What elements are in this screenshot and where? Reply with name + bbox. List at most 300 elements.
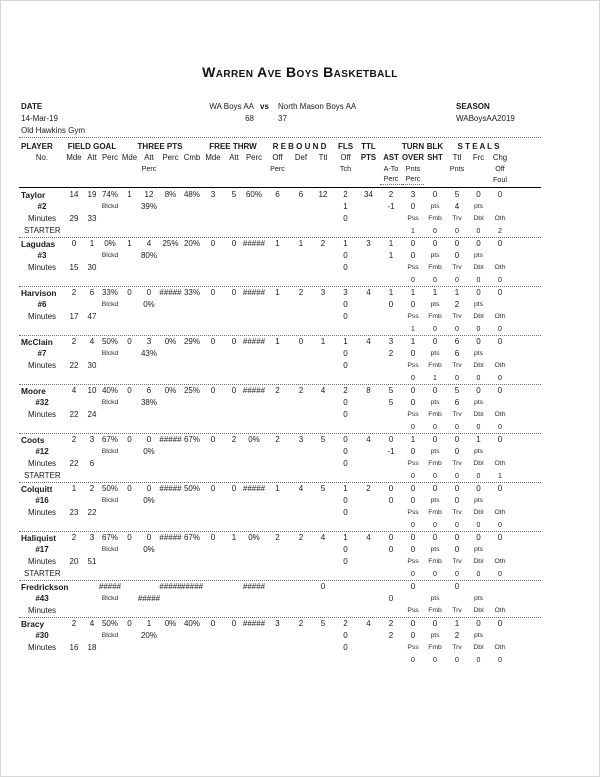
to-col-label-dbl: Dbl — [473, 459, 484, 467]
stat-off — [265, 581, 290, 593]
stat-to-trv: 0 — [455, 374, 459, 382]
stat-cmb: ##### — [180, 582, 204, 591]
stat-pts: 2 — [366, 484, 371, 493]
stat-tpm: 0 — [127, 533, 132, 542]
player-block — [19, 238, 541, 286]
to-col-label-dbl: Dbl — [473, 557, 484, 565]
header-sub-over: OVER — [401, 152, 425, 162]
stat-to-pss: 0 — [411, 423, 415, 431]
header-sub-cmb: Cmb — [183, 152, 201, 162]
stat-fls-perc — [334, 605, 357, 617]
stat-to: 0 — [410, 619, 416, 628]
stat-to-dbl: 0 — [476, 570, 481, 578]
to-col-label-trv: Trv — [452, 557, 462, 565]
stat-ftm: 0 — [210, 288, 216, 297]
stat-fls-perc: 0 — [343, 643, 348, 652]
to-col-label-oth: Oth — [494, 361, 506, 369]
to-col-label-oth: Oth — [494, 263, 506, 271]
stat-off: 1 — [275, 484, 280, 493]
stat-fls-tch: 0 — [343, 631, 348, 640]
stat-ttl: 5 — [320, 435, 326, 444]
stat-ttl: 3 — [320, 288, 326, 297]
stat-to-dbl: 0 — [476, 521, 481, 529]
stat-ttl: 1 — [320, 337, 326, 346]
stat-fls-tch: 0 — [343, 300, 348, 309]
minutes-label: Minutes — [28, 606, 57, 615]
to-col-label-oth: Oth — [494, 214, 506, 222]
to-col-label-trv: Trv — [452, 312, 462, 320]
stat-chg: 0 — [497, 337, 503, 346]
header-ttl: TTL — [361, 141, 376, 151]
stat-def: 4 — [298, 484, 304, 493]
to-col-label-pss: Pss — [407, 263, 419, 271]
stats-header — [19, 141, 541, 185]
stat-fls1: 1 — [343, 239, 348, 248]
player-block — [19, 483, 541, 531]
stat-ast: 5 — [388, 386, 394, 395]
stat-ast: 1 — [388, 239, 394, 248]
stat-fls1: 1 — [343, 337, 348, 346]
player-name: Colquitt — [21, 483, 53, 494]
to-col-label-pss: Pss — [407, 643, 419, 651]
stat-chg: 0 — [497, 386, 503, 395]
pts-label: pts — [473, 631, 484, 639]
header-sub-off: Off — [340, 152, 351, 162]
stat-to-fmb: 0 — [433, 521, 437, 529]
stat-to-trv: 0 — [455, 325, 459, 333]
player-block — [19, 385, 541, 433]
stat-to-pnts: 0 — [410, 631, 416, 640]
to-col-label-pss: Pss — [407, 410, 419, 418]
to-col-label-pss: Pss — [407, 459, 419, 467]
stat-min1: 16 — [69, 643, 79, 652]
stat-ttl: 2 — [320, 239, 326, 248]
stat-fta: 2 — [231, 435, 237, 444]
stat-def: 6 — [298, 190, 304, 199]
pts-label: pts — [473, 447, 484, 455]
minutes-label: Minutes — [28, 361, 57, 370]
header-blk: BLK — [426, 141, 444, 151]
stat-stl: 0 — [454, 533, 460, 542]
minutes-label: Minutes — [28, 214, 57, 223]
stat-att-perc: 0% — [143, 496, 155, 505]
stat-tpm: 1 — [127, 239, 132, 248]
stat-frc: 0 — [476, 190, 481, 199]
pts-label: pts — [430, 398, 440, 406]
stat-def: 3 — [298, 435, 304, 444]
player-block — [19, 532, 541, 580]
header-sub-ttl: Ttl — [452, 152, 462, 162]
stat-min1: 15 — [69, 263, 79, 272]
pts-label: pts — [473, 496, 484, 504]
stat-chg: 0 — [497, 239, 503, 248]
to-col-label-dbl: Dbl — [473, 312, 484, 320]
header-three-pts: THREE PTS — [137, 141, 183, 151]
stat-min1: 22 — [69, 459, 79, 468]
stat-to-pnts: 0 — [410, 251, 416, 260]
stat-blk: 0 — [432, 533, 438, 542]
header-sub-off: Off — [272, 152, 283, 162]
header-rule — [19, 187, 541, 188]
stat-chg: 0 — [497, 190, 503, 199]
player-number: #16 — [35, 496, 49, 505]
header-sub-mde: Mde — [66, 152, 82, 162]
minutes-label: Minutes — [28, 263, 57, 272]
stat-tpm: 0 — [127, 619, 132, 628]
header-turn: TURN — [401, 141, 425, 151]
stat-to-pnts: 0 — [410, 349, 416, 358]
stat-tpa: 0 — [146, 288, 152, 297]
stat-fga: 1 — [89, 239, 95, 248]
stat-to-fmb: 0 — [433, 472, 437, 480]
stat-fls1: 3 — [343, 288, 348, 297]
stat-fls-tch: 0 — [343, 447, 348, 456]
stat-a-to: 0 — [388, 594, 394, 603]
vs-label: vs — [260, 102, 269, 111]
pts-label: pts — [473, 594, 484, 602]
stat-to: 0 — [410, 386, 416, 395]
stat-fls-perc: 0 — [343, 508, 348, 517]
stat-to-trv: 0 — [455, 227, 459, 235]
stat-fls-perc: 0 — [343, 263, 348, 272]
to-col-label-fmb: Fmb — [428, 643, 442, 651]
stat-min2: 30 — [87, 263, 97, 272]
stat-min2: 51 — [87, 557, 97, 566]
player-blocks — [19, 189, 541, 666]
stat-att-perc: 0% — [143, 447, 155, 456]
stat-ast: 2 — [388, 190, 394, 199]
stat-att-perc: 80% — [140, 251, 157, 260]
player-name: Haliquist — [21, 532, 57, 543]
stat-stl: 5 — [454, 386, 460, 395]
player-number: #12 — [35, 447, 49, 456]
header-chg-off: Off — [495, 163, 505, 173]
stat-blk: 0 — [432, 239, 438, 248]
top-dashed-rule — [19, 137, 541, 138]
stat-to-pss: 0 — [411, 656, 415, 664]
stat-min2: 18 — [87, 643, 97, 652]
stat-to: 0 — [410, 239, 416, 248]
stat-cmb: 67% — [183, 435, 200, 444]
player-name: McClain — [21, 336, 53, 347]
stat-to: 1 — [410, 288, 416, 297]
stat-tpa: 12 — [144, 190, 154, 199]
player-block — [19, 581, 541, 617]
stat-to: 0 — [410, 484, 416, 493]
stat-frc: 0 — [476, 288, 481, 297]
stat-fls1: 2 — [343, 386, 348, 395]
to-col-label-oth: Oth — [494, 508, 506, 516]
stat-stl: 0 — [454, 239, 460, 248]
stat-fta: 0 — [231, 386, 237, 395]
stat-to-fmb: 0 — [433, 227, 437, 235]
header-sub-att: Att — [144, 152, 154, 162]
pts-label: pts — [473, 545, 484, 553]
stat-off: 1 — [275, 288, 280, 297]
header-reb-off-perc: Perc — [270, 163, 285, 173]
stat-tpm: 0 — [127, 288, 132, 297]
stat-to: 1 — [410, 435, 416, 444]
stat-a-to: 5 — [388, 398, 394, 407]
stat-to-pnts: 0 — [410, 496, 416, 505]
stat-blk: 0 — [432, 435, 438, 444]
stat-fgp: 0% — [104, 239, 116, 248]
blckd-label: Blckd — [101, 398, 119, 406]
pts-label: pts — [473, 398, 484, 406]
stat-to-oth: 1 — [498, 472, 502, 480]
season-label: SEASON — [456, 102, 490, 111]
stat-a-to: 2 — [388, 631, 394, 640]
stat-fgp: 50% — [101, 337, 118, 346]
stat-a-to: 0 — [388, 300, 394, 309]
pts-label: pts — [430, 594, 440, 602]
stat-fta — [225, 581, 243, 593]
stat-att-perc: 0% — [143, 300, 155, 309]
stat-min2: 33 — [87, 214, 97, 223]
stat-fgp: 50% — [101, 619, 118, 628]
minutes-label: Minutes — [28, 410, 57, 419]
stat-a-to: 0 — [388, 545, 394, 554]
stat-cmb: 67% — [183, 533, 200, 542]
stat-fls-tch: 0 — [343, 349, 348, 358]
stat-ftm: 0 — [210, 533, 216, 542]
header-chg-foul: Foul — [493, 174, 507, 184]
header-sub-att: Att — [87, 152, 97, 162]
minutes-label: Minutes — [28, 508, 57, 517]
to-col-label-trv: Trv — [452, 263, 462, 271]
stat-fgp: 40% — [101, 386, 118, 395]
to-col-label-pss: Pss — [407, 312, 419, 320]
stat-blk — [424, 581, 446, 593]
to-col-label-pss: Pss — [407, 606, 419, 614]
stat-ftp: ##### — [242, 337, 266, 346]
stat-stl-pnts — [446, 593, 468, 605]
stat-frc: 0 — [476, 239, 481, 248]
blckd-label: Blckd — [101, 496, 119, 504]
header-fls-tch: Tch — [339, 163, 352, 173]
pts-label: pts — [473, 349, 484, 357]
to-col-label-pss: Pss — [407, 214, 419, 222]
player-name: Coots — [21, 434, 45, 445]
stat-blk: 0 — [432, 619, 438, 628]
player-name: Bracy — [21, 618, 45, 629]
player-name: Lagudas — [21, 238, 56, 249]
stat-fls1 — [334, 581, 357, 593]
stat-to-pss: 1 — [411, 227, 415, 235]
stat-fgp: ##### — [98, 582, 122, 591]
stat-fls1: 0 — [343, 435, 348, 444]
stat-ftp: ##### — [242, 239, 266, 248]
stat-min1: 17 — [69, 312, 79, 321]
starter-label: STARTER — [24, 226, 61, 235]
stat-att-perc: 38% — [140, 398, 157, 407]
stat-ftm: 0 — [210, 619, 216, 628]
to-col-label-dbl: Dbl — [473, 410, 484, 418]
stat-cmb: 40% — [183, 619, 200, 628]
pts-label: pts — [430, 300, 440, 308]
header-free-thrw: FREE THRW — [209, 141, 257, 151]
stat-fgm: 2 — [71, 435, 77, 444]
stat-to: 0 — [410, 582, 416, 591]
stat-chg: 0 — [497, 435, 503, 444]
stat-fls1: 2 — [343, 619, 348, 628]
stat-fls1: 2 — [343, 190, 348, 199]
to-col-label-oth: Oth — [494, 312, 506, 320]
to-col-label-trv: Trv — [452, 361, 462, 369]
stat-stl-pnts: 6 — [454, 398, 460, 407]
pts-label: pts — [430, 631, 440, 639]
stat-off: 2 — [275, 533, 280, 542]
stat-fga: 3 — [89, 533, 95, 542]
header-sub-ttl: Ttl — [318, 152, 328, 162]
stat-def — [290, 581, 312, 593]
stat-stl-pnts: 0 — [454, 496, 460, 505]
header-sub-att: Att — [229, 152, 239, 162]
stat-to-dbl: 0 — [476, 374, 481, 382]
stat-blk: 0 — [432, 386, 438, 395]
stat-min2: 24 — [87, 410, 97, 419]
date-value: 14-Mar-19 — [21, 114, 58, 123]
stat-fta: 0 — [231, 337, 237, 346]
stat-to-dbl: 0 — [476, 656, 481, 664]
stat-frc: 0 — [476, 337, 481, 346]
stat-fta: 0 — [231, 484, 237, 493]
to-col-label-pss: Pss — [407, 508, 419, 516]
to-col-label-dbl: Dbl — [473, 643, 484, 651]
stat-pts: 4 — [366, 288, 371, 297]
stat-att-perc: 20% — [140, 631, 157, 640]
stat-tpa: 0 — [146, 533, 152, 542]
stat-ftm: 3 — [210, 190, 216, 199]
stat-pts: 3 — [366, 239, 371, 248]
stat-chg: 0 — [497, 533, 503, 542]
blckd-label: Blckd — [101, 631, 119, 639]
stat-frc: 0 — [476, 619, 481, 628]
to-col-label-dbl: Dbl — [473, 214, 484, 222]
stat-frc: 0 — [476, 386, 481, 395]
header-sub-frc: Frc — [472, 152, 485, 162]
stat-to-dbl: 0 — [476, 276, 481, 284]
header-ast-perc: Perc — [380, 174, 402, 185]
player-block — [19, 434, 541, 482]
stat-pts: 4 — [366, 533, 371, 542]
season-value: WABoysAA2019 — [456, 114, 515, 123]
stat-to-oth: 2 — [498, 227, 502, 235]
stat-ftm — [201, 581, 225, 593]
stat-ftp: ##### — [242, 386, 266, 395]
stat-fls-perc: 0 — [343, 312, 348, 321]
stat-fgm — [65, 581, 83, 593]
stat-to-trv: 0 — [455, 276, 459, 284]
pts-label: pts — [473, 300, 484, 308]
stat-def: 2 — [298, 288, 304, 297]
stat-to-pnts: 0 — [410, 545, 416, 554]
to-col-label-fmb: Fmb — [428, 361, 442, 369]
stat-blk: 0 — [432, 190, 438, 199]
stat-blk: 0 — [432, 337, 438, 346]
stat-a-to: 2 — [388, 349, 394, 358]
stat-ast: 2 — [388, 619, 394, 628]
stat-ftp: 60% — [245, 190, 262, 199]
stat-tpm: 0 — [127, 337, 132, 346]
to-col-label-fmb: Fmb — [428, 606, 442, 614]
starter-label: STARTER — [24, 569, 61, 578]
stat-stl: 1 — [454, 288, 460, 297]
stat-tpp: 0% — [164, 386, 177, 395]
minutes-label: Minutes — [28, 557, 57, 566]
stat-min2 — [83, 605, 101, 617]
stat-to-pnts: 0 — [410, 300, 416, 309]
stat-cmb: 50% — [183, 484, 200, 493]
to-col-label-oth: Oth — [494, 643, 506, 651]
starter-label: STARTER — [24, 471, 61, 480]
stat-fga: 4 — [89, 619, 95, 628]
stat-min2: 22 — [87, 508, 97, 517]
pts-label: pts — [430, 496, 440, 504]
pts-label: pts — [430, 349, 440, 357]
stat-fga: 2 — [89, 484, 95, 493]
stat-ttl: 4 — [320, 533, 326, 542]
stat-to: 0 — [410, 533, 416, 542]
stat-to: 3 — [410, 190, 416, 199]
blckd-label: Blckd — [101, 300, 119, 308]
stat-blk: 1 — [432, 288, 438, 297]
player-number: #3 — [37, 251, 47, 260]
stat-to-dbl: 0 — [476, 423, 481, 431]
stat-tpp: ##### — [159, 288, 182, 297]
player-number: #32 — [35, 398, 49, 407]
stat-to-fmb: 1 — [433, 374, 437, 382]
stat-tpm — [119, 581, 140, 593]
header-sub-mde: Mde — [205, 152, 221, 162]
minutes-label: Minutes — [28, 312, 57, 321]
stat-frc: 0 — [476, 484, 481, 493]
blckd-label: Blckd — [101, 349, 119, 357]
stat-to-fmb: 0 — [433, 276, 437, 284]
stat-ftp: ##### — [242, 484, 266, 493]
player-number: #6 — [37, 300, 47, 309]
header-steals: S T E A L S — [457, 141, 500, 151]
to-col-label-oth: Oth — [494, 557, 506, 565]
stat-fls-perc: 0 — [343, 459, 348, 468]
stat-ftm: 0 — [210, 435, 216, 444]
stat-fls-tch: 0 — [343, 251, 348, 260]
stat-fga: 10 — [87, 386, 97, 395]
to-col-label-oth: Oth — [494, 459, 506, 467]
stat-fgm: 4 — [71, 386, 77, 395]
stat-fgp: 74% — [101, 190, 118, 199]
stat-fta: 0 — [231, 619, 237, 628]
stat-to-trv: 0 — [455, 521, 459, 529]
stat-tpa: 3 — [146, 337, 152, 346]
stat-chg: 0 — [497, 484, 503, 493]
stat-fgm: 2 — [71, 533, 77, 542]
pts-label: pts — [430, 202, 440, 210]
to-col-label-fmb: Fmb — [428, 312, 442, 320]
stat-stl: 0 — [454, 582, 460, 591]
player-number: #43 — [35, 594, 49, 603]
to-col-label-pss: Pss — [407, 557, 419, 565]
header-ast-ato: A-To — [383, 163, 399, 173]
header-player: PLAYER — [21, 141, 53, 151]
blckd-label: Blckd — [101, 594, 119, 602]
stat-a-to: -1 — [387, 447, 395, 456]
stat-att-perc: 0% — [143, 545, 155, 554]
stat-min1: 22 — [69, 410, 79, 419]
stat-att-perc: ##### — [137, 594, 161, 603]
stat-ftp: ##### — [242, 582, 266, 591]
stat-to-oth: 0 — [498, 570, 502, 578]
